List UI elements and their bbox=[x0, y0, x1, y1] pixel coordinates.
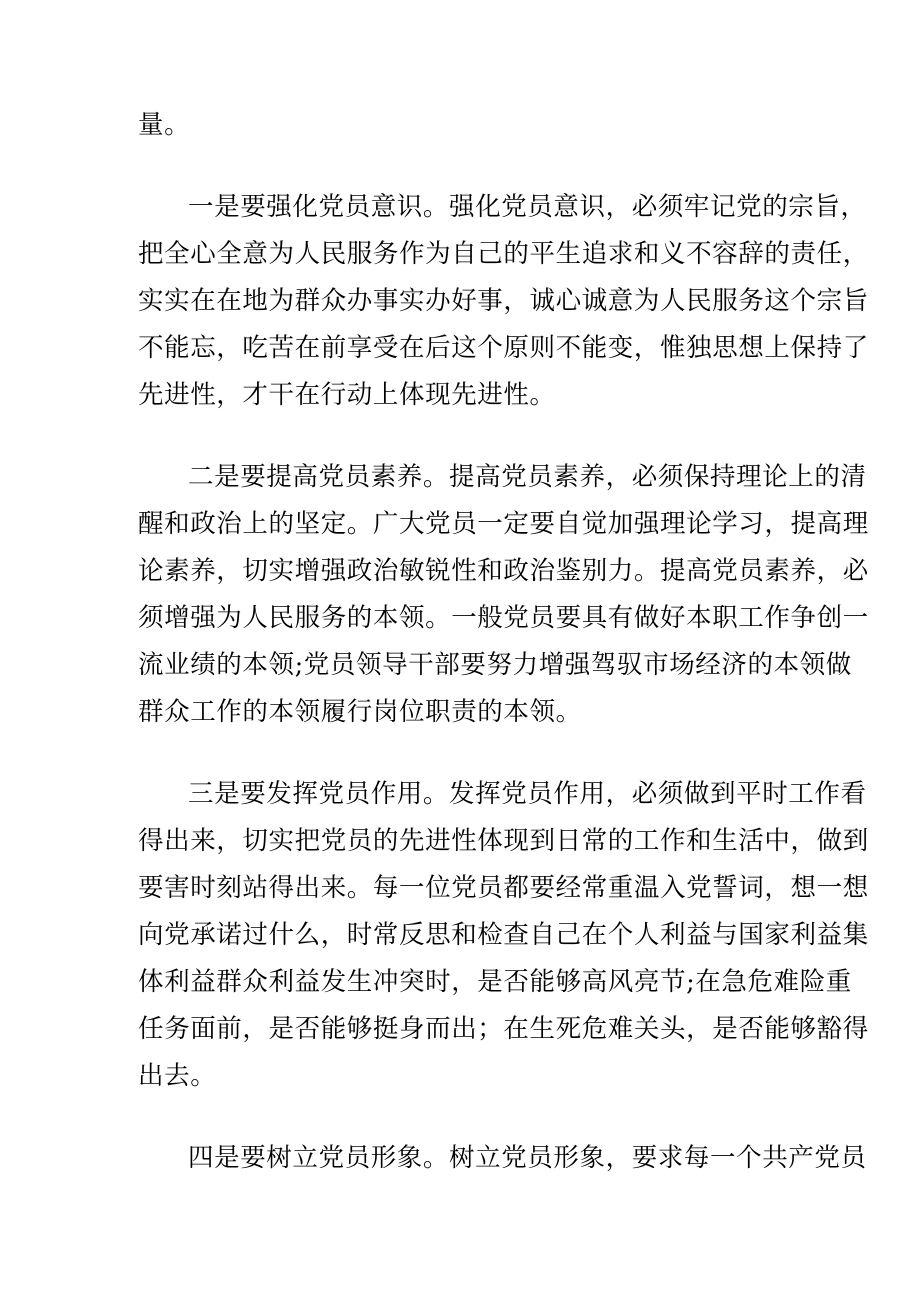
text-line: 把全心全意为人民服务作为自己的平生追求和义不容辞的责任， bbox=[138, 239, 869, 269]
text-line: 三是要发挥党员作用。发挥党员作用，必须做到平时工作看 bbox=[188, 779, 867, 809]
text-line: 得出来，切实把党员的先进性体现到日常的工作和生活中，做到 bbox=[138, 826, 869, 856]
text-line: 体利益群众利益发生冲突时，是否能够高风亮节;在急危难险重 bbox=[138, 967, 852, 997]
text-line: 实实在在地为群众办事实办好事，诚心诚意为人民服务这个宗旨 bbox=[138, 286, 869, 316]
text-line: 量。 bbox=[138, 110, 191, 140]
text-line: 论素养，切实增强政治敏锐性和政治鉴别力。提高党员素养，必 bbox=[138, 556, 869, 586]
text-line: 出去。 bbox=[138, 1061, 217, 1091]
text-line: 任务面前，是否能够挺身而出；在生死危难关头，是否能够豁得 bbox=[138, 1014, 869, 1044]
text-line: 不能忘，吃苦在前享受在后这个原则不能变，惟独思想上保持了 bbox=[138, 333, 869, 363]
text-line: 四是要树立党员形象。树立党员形象，要求每一个共产党员 bbox=[188, 1143, 867, 1173]
text-line: 一是要强化党员意识。强化党员意识，必须牢记党的宗旨， bbox=[188, 192, 867, 222]
text-line: 先进性，才干在行动上体现先进性。 bbox=[138, 380, 556, 410]
text-line: 群众工作的本领履行岗位职责的本领。 bbox=[138, 697, 582, 727]
text-line: 流业绩的本领;党员领导干部要努力增强驾驭市场经济的本领做 bbox=[138, 650, 852, 680]
text-line: 要害时刻站得出来。每一位党员都要经常重温入党誓词，想一想 bbox=[138, 873, 869, 903]
text-line: 醒和政治上的坚定。广大党员一定要自觉加强理论学习，提高理 bbox=[138, 509, 869, 539]
text-line: 二是要提高党员素养。提高党员素养，必须保持理论上的清 bbox=[188, 462, 867, 492]
text-line: 须增强为人民服务的本领。一般党员要具有做好本职工作争创一 bbox=[138, 603, 869, 633]
text-line: 向党承诺过什么，时常反思和检查自己在个人利益与国家利益集 bbox=[138, 920, 869, 950]
